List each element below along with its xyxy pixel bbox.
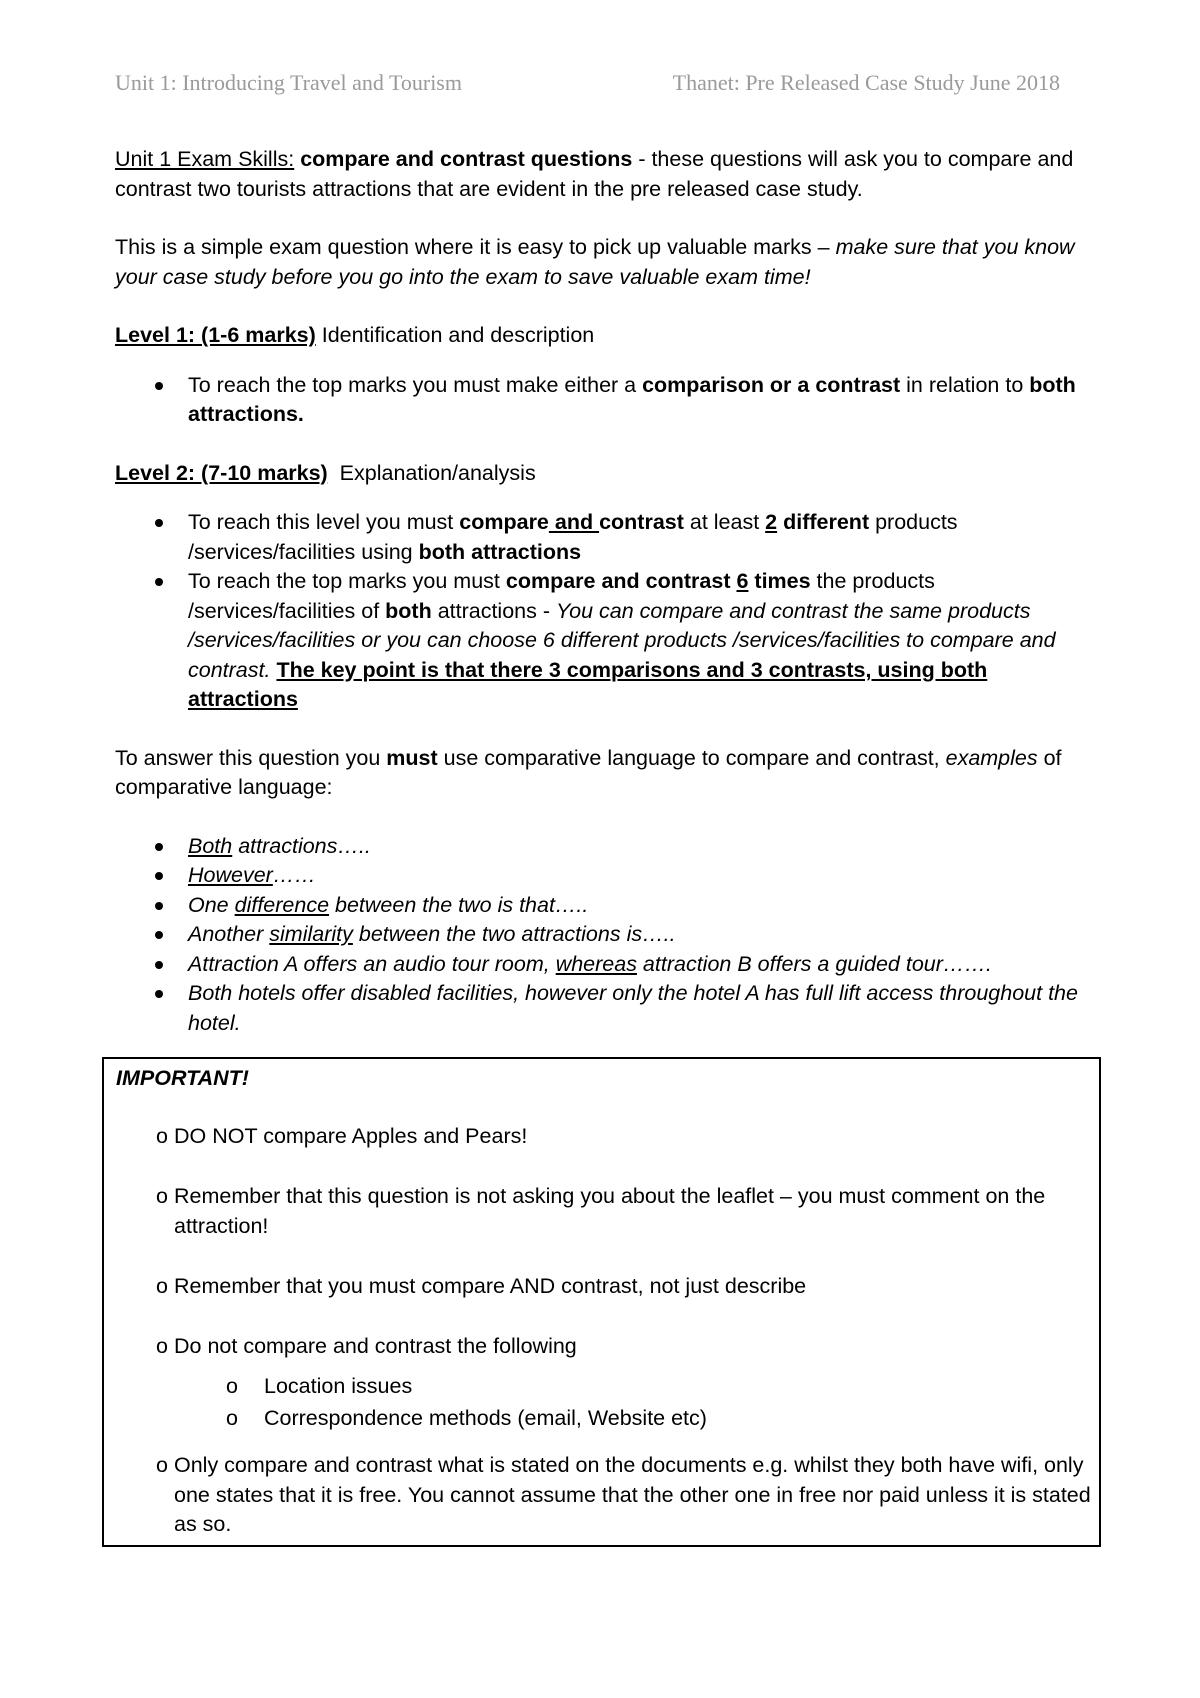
level2-heading-line xyxy=(115,459,1100,489)
important-sub-item-text: Location issues xyxy=(264,1374,413,1398)
circle-bullet-icon: o xyxy=(156,1184,168,1208)
header-right: Thanet: Pre Released Case Study June 2018 xyxy=(672,70,1060,95)
text-run-underline: Both xyxy=(188,833,233,858)
text-run: Another xyxy=(188,922,270,946)
text-run-bold: both attractions xyxy=(418,539,582,564)
level2-bullet-2 xyxy=(115,567,1100,715)
page-header xyxy=(115,70,1060,96)
intro-rest: - these questions will ask you to compare and contrast two tourists attractions that are evident in the pre released case study. xyxy=(115,147,1074,201)
level1-bullet xyxy=(115,371,1100,430)
text-run-bold: both xyxy=(385,598,432,623)
text-run: in relation to xyxy=(900,372,1030,397)
text-run-underline: However xyxy=(188,863,273,887)
text-run-underline: similarity xyxy=(269,922,353,946)
circle-bullet-icon: o xyxy=(156,1124,168,1148)
important-item-text: DO NOT compare Apples and Pears! xyxy=(174,1124,528,1148)
level1-desc: Identification and description xyxy=(315,323,595,347)
simple-paragraph xyxy=(115,233,1100,292)
example-item xyxy=(115,979,1100,1038)
text-run-bold: compare and contrast xyxy=(505,569,737,593)
text-run: at least xyxy=(683,510,766,534)
important-item xyxy=(156,1182,1104,1241)
important-item xyxy=(156,1451,1104,1540)
text-run-bold: compare xyxy=(459,510,549,534)
text-run-bold: must xyxy=(386,745,438,770)
text-run-italic: examples xyxy=(945,745,1038,770)
circle-bullet-icon: o xyxy=(156,1274,168,1298)
text-run-bold-underline: 2 xyxy=(765,510,778,534)
example-item xyxy=(115,920,1100,950)
important-title: IMPORTANT! xyxy=(116,1066,249,1090)
level1-list xyxy=(115,371,1100,430)
example-item xyxy=(115,891,1100,921)
important-item xyxy=(156,1332,1104,1362)
circle-bullet-icon: o xyxy=(226,1406,238,1430)
text-run-bold: different xyxy=(777,510,870,534)
text-run-bold: times xyxy=(748,569,811,593)
circle-bullet-icon: o xyxy=(156,1334,168,1358)
important-sub-item-text: Correspondence methods (email, Website etc) xyxy=(264,1406,707,1430)
document-body xyxy=(115,145,1100,1038)
level1-heading-line xyxy=(115,321,1100,351)
text-run: between the two attractions is….. xyxy=(352,922,676,946)
text-run-bold: contrast xyxy=(599,510,684,534)
text-run: use comparative language to compare and contrast, xyxy=(437,745,946,770)
text-run: of comparative language: xyxy=(115,745,1062,799)
important-item xyxy=(156,1272,1104,1302)
simple-normal: This is a simple exam question where it is easy to pick up valuable marks – xyxy=(115,235,836,259)
important-item-text: Do not compare and contrast the following xyxy=(174,1334,577,1358)
text-run: To reach the top marks you must make either a xyxy=(188,372,643,397)
example-item xyxy=(115,832,1100,862)
text-run: products /services/facilities using xyxy=(188,510,958,564)
important-sub-item xyxy=(226,1372,1064,1402)
text-run: …… xyxy=(272,863,316,887)
text-run: attraction B offers a guided tour……. xyxy=(636,951,992,976)
text-run: between the two is that….. xyxy=(329,892,589,917)
important-item-text: Only compare and contrast what is stated on the documents e.g. whilst they both have wifi, only one states that it is free. You cannot assume that the other one in free nor paid unless it is stated as so. xyxy=(174,1453,1091,1536)
text-run: attractions - xyxy=(431,598,556,623)
important-sub-item xyxy=(226,1404,1064,1434)
example-item xyxy=(115,950,1100,980)
text-run-bold-underline: and xyxy=(548,510,600,534)
text-run-bold: both attractions. xyxy=(188,372,1076,426)
text-run: Both hotels offer disabled facilities, however only the hotel A has full lift access throughout the hotel. xyxy=(188,981,1078,1035)
example-item xyxy=(115,861,1100,891)
text-run: One xyxy=(188,892,235,917)
text-run-bold-underline: The key point is that there 3 comparisons and 3 contrasts, using both attractions xyxy=(188,657,988,711)
intro-bold: compare and contrast questions xyxy=(300,147,633,171)
language-paragraph xyxy=(115,744,1100,803)
level2-desc: Explanation/analysis xyxy=(327,460,536,485)
circle-bullet-icon: o xyxy=(156,1453,168,1477)
intro-heading: Unit 1 Exam Skills: xyxy=(115,147,295,171)
text-run-bold: comparison or a contrast xyxy=(642,372,901,397)
text-run: the products /services/facilities of xyxy=(188,569,935,623)
text-run: To answer this question you xyxy=(115,745,387,770)
important-item xyxy=(156,1122,1104,1152)
intro-paragraph xyxy=(115,145,1100,204)
text-run-underline: difference xyxy=(234,892,330,917)
text-run: Attraction A offers an audio tour room, xyxy=(188,951,556,976)
circle-bullet-icon: o xyxy=(226,1374,238,1398)
text-run: To reach the top marks you must xyxy=(188,569,506,593)
important-item-text: Remember that this question is not asking you about the leaflet – you must comment on the attraction! xyxy=(174,1184,1046,1238)
text-run-bold-underline: 6 xyxy=(736,569,749,593)
important-item-text: Remember that you must compare AND contrast, not just describe xyxy=(174,1274,807,1298)
text-run: attractions….. xyxy=(232,833,371,858)
level2-bullet-1 xyxy=(115,508,1100,567)
simple-italic: make sure that you know your case study before you go into the exam to save valuable exam time! xyxy=(115,235,1075,289)
header-left: Unit 1: Introducing Travel and Tourism xyxy=(115,70,462,95)
level1-heading: Level 1: (1-6 marks) xyxy=(115,323,316,347)
level2-heading: Level 2: (7-10 marks) xyxy=(115,460,328,485)
text-run-italic: You can compare and contrast the same products /services/facilities or you can choose 6 different products /services/facilities to compare and contrast. xyxy=(188,598,1056,682)
text-run: To reach this level you must xyxy=(188,510,460,534)
text-run-underline: whereas xyxy=(555,951,637,976)
level2-list xyxy=(115,508,1100,715)
examples-list xyxy=(115,832,1100,1039)
important-box xyxy=(102,1057,1101,1547)
